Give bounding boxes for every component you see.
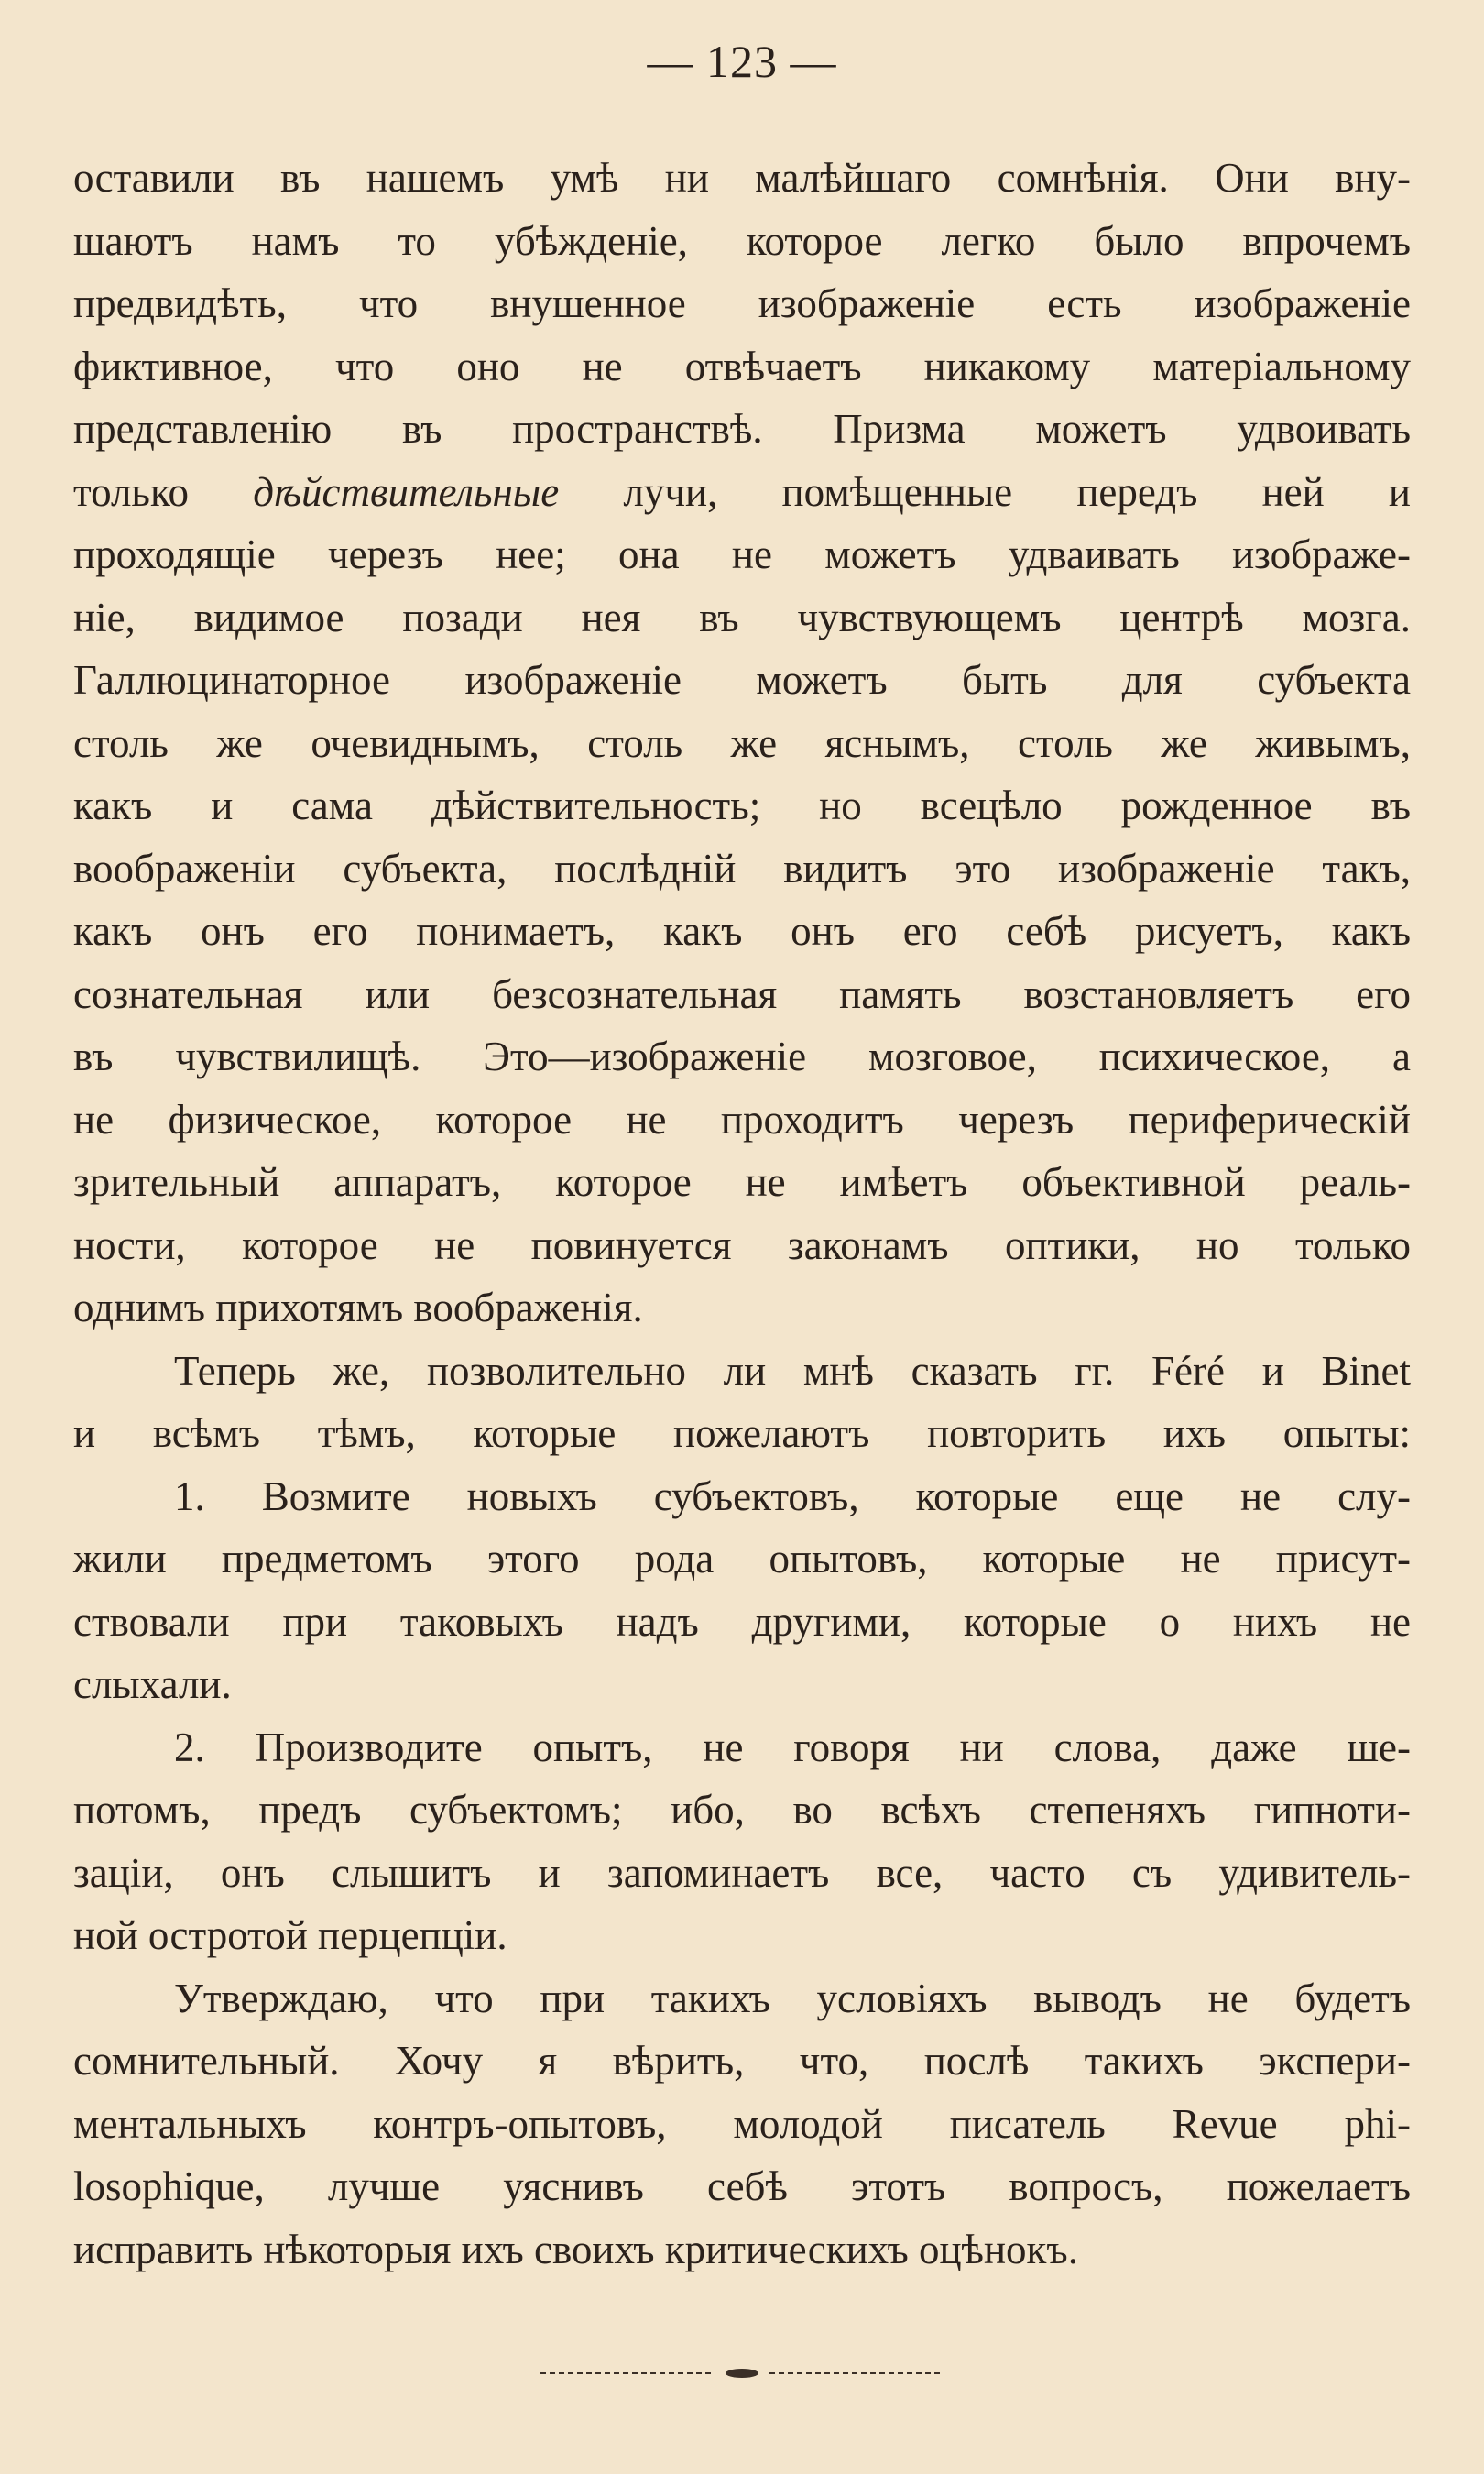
text-line: ніе, видимое позади нея въ чувствующемъ центрѣ мозга. (73, 594, 1411, 640)
text-line: потомъ, предъ субъектомъ; ибо, во всѣхъ степеняхъ гипноти- (73, 1787, 1411, 1833)
text-line: заціи, онъ слышитъ и запоминаетъ все, часто съ удивитель- (73, 1849, 1411, 1896)
text-line: исправить нѣкоторыя ихъ своихъ критическихъ оцѣнокъ. (73, 2226, 1078, 2272)
text-line: 1. Возмите новыхъ субъектовъ, которые еще не слу- (174, 1472, 1411, 1519)
text-line: не физическое, которое не проходитъ черезъ периферическій (73, 1096, 1411, 1143)
text-line: предвидѣть, что внушенное изображеніе есть изображеніе (73, 280, 1411, 326)
text-line: шаютъ намъ то убѣжденіе, которое легко было впрочемъ (73, 217, 1411, 264)
text-line: ствовали при таковыхъ надъ другими, которые о нихъ не (73, 1598, 1411, 1645)
text-line-segment: только (73, 468, 254, 515)
text-line: Теперь же, позволительно ли мнѣ сказать гг. Féré и Binet (174, 1347, 1411, 1394)
text-line: столь же очевиднымъ, столь же яснымъ, столь же живымъ, (73, 719, 1411, 766)
book-page (73, 0, 1411, 2474)
text-line: сознательная или безсознательная память возстановляетъ его (73, 970, 1411, 1017)
text-line: какъ и сама дѣйствительность; но всецѣло рожденное въ (73, 783, 1411, 828)
end-ornament-rule (540, 2366, 944, 2381)
text-line: losophique, лучше уяснивъ себѣ этотъ вопросъ, пожелаетъ (73, 2163, 1411, 2209)
text-line: представленію въ пространствѣ. Призма можетъ удвоивать (73, 406, 1411, 452)
emphasized-word: дѣйствительные (253, 468, 560, 515)
text-line-segment: лучи, помѣщенные передъ ней и (559, 468, 1411, 515)
text-line (73, 461, 1411, 524)
text-line: Галлюцинаторное изображеніе можетъ быть для субъекта (73, 657, 1411, 703)
text-line: жили предметомъ этого рода опытовъ, которые не присут- (73, 1536, 1411, 1582)
text-line: какъ онъ его понимаетъ, какъ онъ его себѣ рисуетъ, какъ (73, 908, 1411, 954)
text-line: сомнительный. Хочу я вѣрить, что, послѣ такихъ экспери- (73, 2038, 1411, 2084)
text-line: однимъ прихотямъ воображенія. (73, 1285, 643, 1330)
text-line: ментальныхъ контръ-опытовъ, молодой писатель Revue phi- (73, 2100, 1411, 2147)
page-number: — 123 — (647, 36, 837, 87)
text-line: оставили въ нашемъ умѣ ни малѣйшаго сомнѣнія. Они вну- (73, 155, 1411, 201)
text-line: и всѣмъ тѣмъ, которые пожелаютъ повторить ихъ опыты: (73, 1410, 1411, 1456)
text-line: фиктивное, что оно не отвѣчаетъ никакому матеріальному (73, 343, 1411, 389)
text-line: слыхали. (73, 1661, 232, 1707)
text-line: зрительный аппаратъ, которое не имѣетъ объективной реаль- (73, 1159, 1411, 1205)
text-line: проходящіе черезъ нее; она не можетъ удваивать изображе- (73, 531, 1411, 577)
body-text (73, 147, 1411, 2281)
text-line: ности, которое не повинуется законамъ оптики, но только (73, 1221, 1411, 1268)
text-line: Утверждаю, что при такихъ условіяхъ выводъ не будетъ (174, 1975, 1411, 2021)
text-line: ной остротой перцепціи. (73, 1912, 507, 1958)
text-line: 2. Производите опытъ, не говоря ни слова, даже ше- (174, 1724, 1411, 1770)
text-line: въ чувствилищѣ. Это—изображеніе мозговое, психическое, а (73, 1034, 1411, 1079)
text-line: воображеніи субъекта, послѣдній видитъ это изображеніе такъ, (73, 845, 1411, 892)
